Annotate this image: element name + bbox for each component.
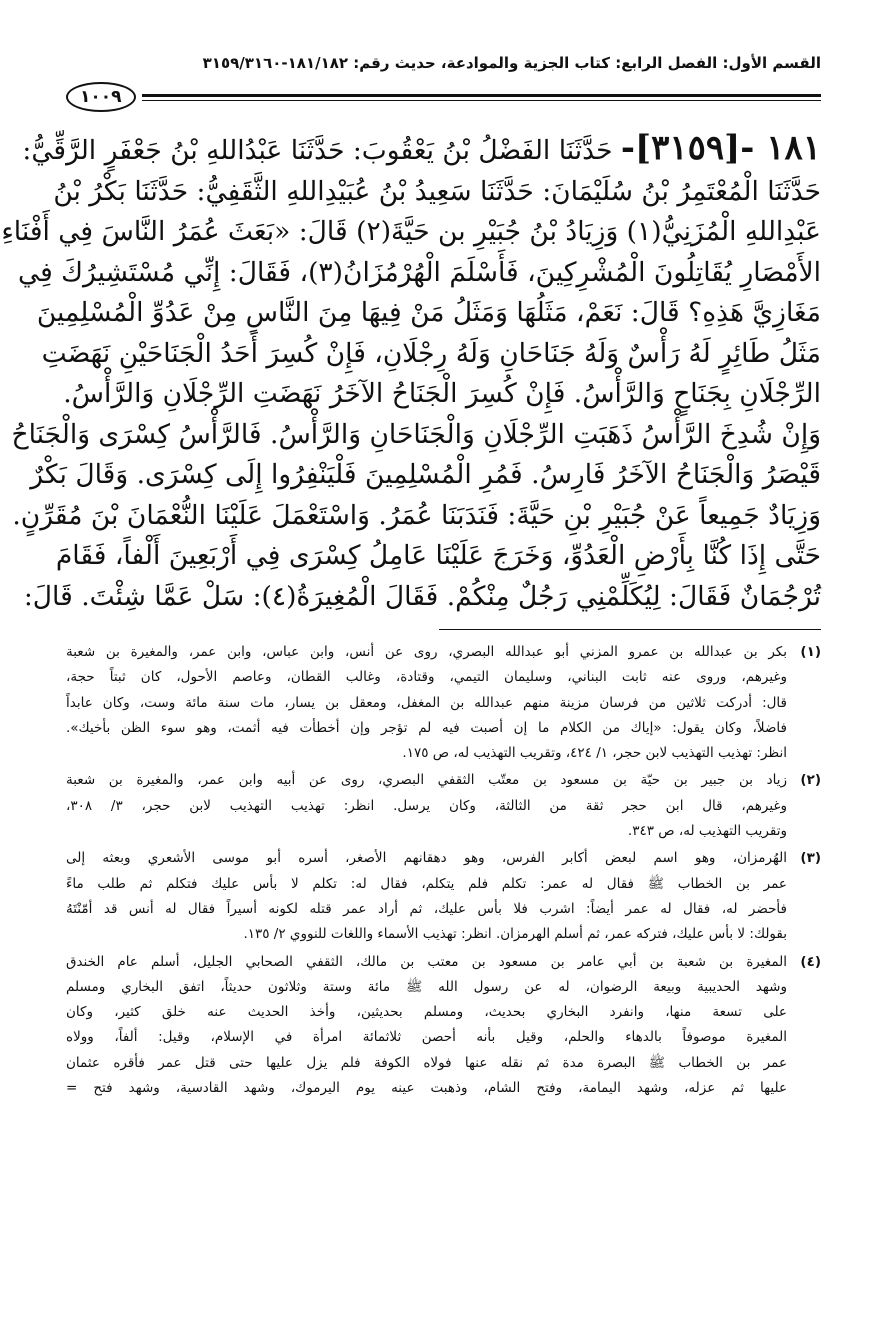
hadith-line: وَإِنْ شُدِخَ الرَّأْسُ ذَهَبَتِ الرِّجْلَانِ وَالْجَنَاحَانِ وَالرَّأْسُ. فَالرَّأْسُ كِسْرَى وَالْجَنَاحُ — [11, 418, 821, 450]
hadith-line: وَزِيَادٌ جَمِيعاً عَنْ جُبَيْرِ بْنِ حَيَّةَ: فَنَدَبَنَا عُمَرُ. وَاسْتَعْمَلَ عَلَيْنَا النُّعْمَانَ بْنَ مُقَرِّنٍ. — [12, 499, 821, 531]
footnote-line: وتقريب التهذيب له، ص ٣٤٣. — [627, 823, 787, 840]
hadith-line: الأَمْصَارِ يُقَاتِلُونَ الْمُشْرِكِينَ، فَأَسْلَمَ الْهُرْمُزَانُ(٣)، فَقَالَ: إِنِّي مُسْتَشِيرُكَ فِي — [17, 256, 821, 288]
footnote-line: بقولك: لا بأس عليك، فتركه عمر، ثم أسلم الهرمزان. انظر: تهذيب الأسماء واللغات للنووي ٢/ ١٣٥. — [243, 926, 787, 943]
footnotes — [66, 640, 821, 1101]
footnote-1 — [66, 640, 821, 766]
footnote-divider — [439, 629, 821, 630]
footnote-line: المغيرة بن شعبة بن أبي عامر بن مسعود بن معتب بن مالك، الثقفي الصحابي الجليل، أسلم عام الخندق — [66, 953, 787, 970]
footnote-marker: (١) — [800, 644, 821, 660]
footnote-line: الهُرمزان، وهو اسم لبعض أكابر الفرس، وهو دهقانهم الأصغر، أسره أبو موسى الأشعري وبعثه إلى — [66, 850, 787, 867]
running-head: القسم الأول: الفصل الرابع: كتاب الجزية والموادعة، حديث رقم: ١٨١/١٨٢-٣١٥٩/٣١٦٠ — [202, 54, 821, 72]
hadith-line — [22, 128, 821, 172]
footnote-line: زياد بن جبير بن حيّة بن مسعود بن معتّب الثقفي البصري، روى عن أبيه وابن عمر، والمغيرة بن شعبة — [66, 772, 787, 789]
footnote-line: فاضلاً، وكان يقول: «إياك من الكلام ما إن أصبت فيه لم تؤجر وإن أخطأت فيه أثمت، وهو سوء الظن بأخيك». — [66, 719, 787, 736]
footnote-line: وغيرهم، وروى عنه ثابت البناني، وسليمان التيمي، وقتادة، وغالب القطان، وعاصم الأحول، كان ثبتاً حجة، — [66, 669, 787, 686]
footnote-body — [66, 768, 787, 844]
footnote-3 — [66, 846, 821, 947]
footnote-line: انظر: تهذيب التهذيب لابن حجر، ١/ ٤٢٤، وتقريب التهذيب له، ص ١٧٥. — [402, 745, 787, 762]
footnote-body — [66, 846, 787, 947]
footnote-line: وشهد الحديبية وبيعة الرضوان، له عن رسول الله ﷺ مائة وستة وثلاثون حديثاً، اتفق البخاري ومسلم — [66, 978, 787, 995]
hadith-text — [1, 128, 821, 617]
footnote-line: عمر بن الخطاب ﷺ البصرة مدة ثم نقله عنها فولاه الكوفة فلم يزل عليها حتى قتل عمر فأقره عثمان — [66, 1054, 787, 1071]
footnote-line: عمر بن الخطاب ﷺ فقال له عمر: تكلم فلم يتكلم، فقال له: تكلم لا بأس عليك فتكلم ثم طلب ماءً — [66, 875, 787, 892]
footnote-marker: (٣) — [800, 850, 821, 867]
hadith-line: مَغَازِيَّ هَذِهِ؟ قَالَ: نَعَمْ، مَثَلُهَا وَمَثَلُ مَنْ فِيهَا مِنَ النَّاسِ مِنْ عَدُوِّ الْمُسْلِمِينَ — [36, 297, 821, 328]
hadith-line: مَثَلُ طَائِرٍ لَهُ رَأْسٌ وَلَهُ جَنَاحَانِ وَلَهُ رِجْلَانِ، فَإِنْ كُسِرَ أَحَدُ الْجَنَاحَيْنِ نَهَضَتِ — [41, 337, 821, 369]
hadith-line: حَدَّثَنَا الْمُعْتَمِرُ بْنُ سُلَيْمَانَ: حَدَّثَنَا سَعِيدُ بْنُ عُبَيْدِاللهِ الثَّقَفِيُّ: حَدَّثَنَا بَكْرُ بْنُ — [53, 175, 821, 207]
footnote-line: فأحضر له، فقال له عمر أيضاً: اشرب فلا بأس عليك، ثم أراد عمر قتله لكونه أسيراً فقال له أنس قد أمّنْتَهُ — [66, 900, 787, 917]
hadith-line: تُرْجُمَانٌ فَقَالَ: لِيُكَلِّمْنِي رَجُلٌ مِنْكُمْ. فَقَالَ الْمُغِيرَةُ(٤): سَلْ عَمَّا شِئْتَ. قَالَ: — [23, 580, 821, 612]
footnote-line: بكر بن عبدالله بن عمرو المزني أبو عبدالله البصري، روى عن أنس، وابن عباس، وابن عمر، والمغيرة بن شعبة — [66, 644, 787, 660]
page-number: ١٠٠٩ — [66, 82, 136, 112]
hadith-line: الرِّجْلَانِ بِجَنَاحٍ وَالرَّأْسُ. فَإِنْ كُسِرَ الْجَنَاحُ الآخَرُ نَهَضَتِ الرِّجْلَانِ وَالرَّأْسُ. — [63, 378, 821, 409]
footnote-line: على تسعة منها، وانفرد البخاري بحديث، ومسلم بحديثين، وأخذ الحديث عنه خلق كثير، وكان — [66, 1004, 787, 1021]
header-rule-row — [66, 78, 821, 116]
hadith-line: عَبْدِاللهِ الْمُزَنِيُّ(١) وَزِيَادُ بْنُ جُبَيْرِ بن حَيَّةَ(٢) قَالَ: «بَعَثَ عُمَرُ النَّاسَ فِي أَفْنَاءِ — [1, 216, 821, 247]
footnote-line: وغيرهم، قال ابن حجر ثقة من الثالثة، وكان يرسل. انظر: تهذيب التهذيب لابن حجر، ٣/ ٣٠٨، — [66, 797, 787, 814]
footnote-body — [66, 950, 787, 1102]
footnote-marker: (٢) — [800, 772, 821, 789]
footnote-marker: (٤) — [800, 953, 821, 970]
footnote-line: المغيرة موصوفاً بالدهاء والحلم، وقيل بأنه أحصن ثلاثمائة امرأة في الإسلام، وقيل: ألفاً، وولاه — [66, 1029, 787, 1046]
footnote-line: قال: أدركت ثلاثين من فرسان مزينة منهم عبدالله بن المغفل، ومعقل بن يسار، مات سنة مائة وست، وكان عابداً — [66, 694, 787, 711]
hadith-line: قَيْصَرُ وَالْجَنَاحُ الآخَرُ فَارِسُ. فَمُرِ الْمُسْلِمِينَ فَلْيَنْفِرُوا إِلَى كِسْرَى. وَقَالَ بَكْرٌ — [30, 459, 821, 490]
hadith-line-text: حَدَّثَنَا الفَضْلُ بْنُ يَعْقُوبَ: حَدَّثَنَا عَبْدُاللهِ بْنُ جَعْفَرٍ الرَّقِّيُّ: — [22, 135, 613, 166]
hadith-number: ١٨١ -[٣١٥٩]- — [620, 128, 821, 168]
hadith-line: حَتَّى إِذَا كُنَّا بِأَرْضِ الْعَدُوِّ، وَخَرَجَ عَلَيْنَا عَامِلُ كِسْرَى فِي أَرْبَعِينَ أَلْفاً، فَقَامَ — [55, 540, 821, 571]
footnote-line: عليها ثم عزله، وشهد اليمامة، وفتح الشام، وذهبت عينه يوم اليرموك، وشهد القادسية، وشهد فتح = — [66, 1080, 787, 1097]
footnote-body — [66, 640, 787, 766]
footnote-2 — [66, 768, 821, 844]
footnote-4 — [66, 950, 821, 1102]
header-rule — [142, 94, 821, 101]
